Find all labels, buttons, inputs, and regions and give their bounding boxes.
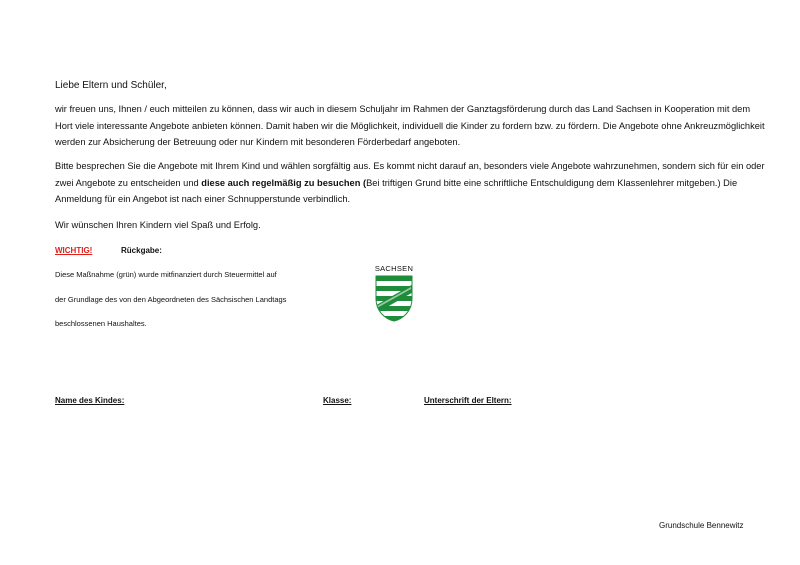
- intro-paragraph: wir freuen uns, Ihnen / euch mitteilen zu können, dass wir auch in diesem Schuljahr im Rahmen der Ganztagsförderung durch das Land Sachsen in Kooperation mit dem Hort viele interessante Angebote anbieten können. Damit haben wir die Möglichkeit, individuell die Kinder zu fordern bzw. zu fördern. Die Angebote ohne Ankreuzmöglichkeit werden zur Absicherung der Betreuung oder nur Kindern mit besonderen Förderbedarf angeboten.: [55, 104, 765, 147]
- child-name-field-label: Name des Kindes:: [55, 396, 125, 405]
- saxony-coat-of-arms-icon: [375, 275, 413, 322]
- closing-paragraph: Wir wünschen Ihren Kindern viel Spaß und Erfolg.: [55, 220, 261, 230]
- important-label: WICHTIG!: [55, 246, 93, 255]
- school-name-footer: Grundschule Bennewitz: [659, 521, 744, 530]
- class-field-label: Klasse:: [323, 396, 352, 405]
- instructions-emphasis: diese auch regelmäßig zu besuchen (: [201, 177, 367, 188]
- funding-note-line-3: beschlossenen Haushaltes.: [55, 319, 147, 328]
- return-label: Rückgabe:: [121, 246, 162, 255]
- funding-note-line-1: Diese Maßnahme (grün) wurde mitfinanziert durch Steuermittel auf: [55, 270, 277, 279]
- saxony-logo-label: SACHSEN: [374, 264, 414, 273]
- parent-signature-field-label: Unterschrift der Eltern:: [424, 396, 512, 405]
- funding-note-line-2: der Grundlage des von den Abgeordneten des Sächsischen Landtags: [55, 295, 287, 304]
- saxony-logo: [373, 264, 415, 322]
- instructions-text-1: Bitte besprechen Sie die Angebote mit Ihrem Kind und wählen sorgfältig aus. Es kommt nicht darauf an, besonders viele Angebote wahrzunehmen, sondern sich für ein oder zwei Angebote zu entscheiden und: [55, 161, 765, 188]
- instructions-paragraph: [55, 158, 767, 208]
- greeting: Liebe Eltern und Schüler,: [55, 80, 167, 91]
- instructions-text-2: Bei triftigen Grund bitte eine schriftliche Entschuldigung dem Klassenlehrer mitgeben.) Die Anmeldung für ein Angebot ist nach einer Schnupperstunde verbindlich.: [55, 177, 738, 204]
